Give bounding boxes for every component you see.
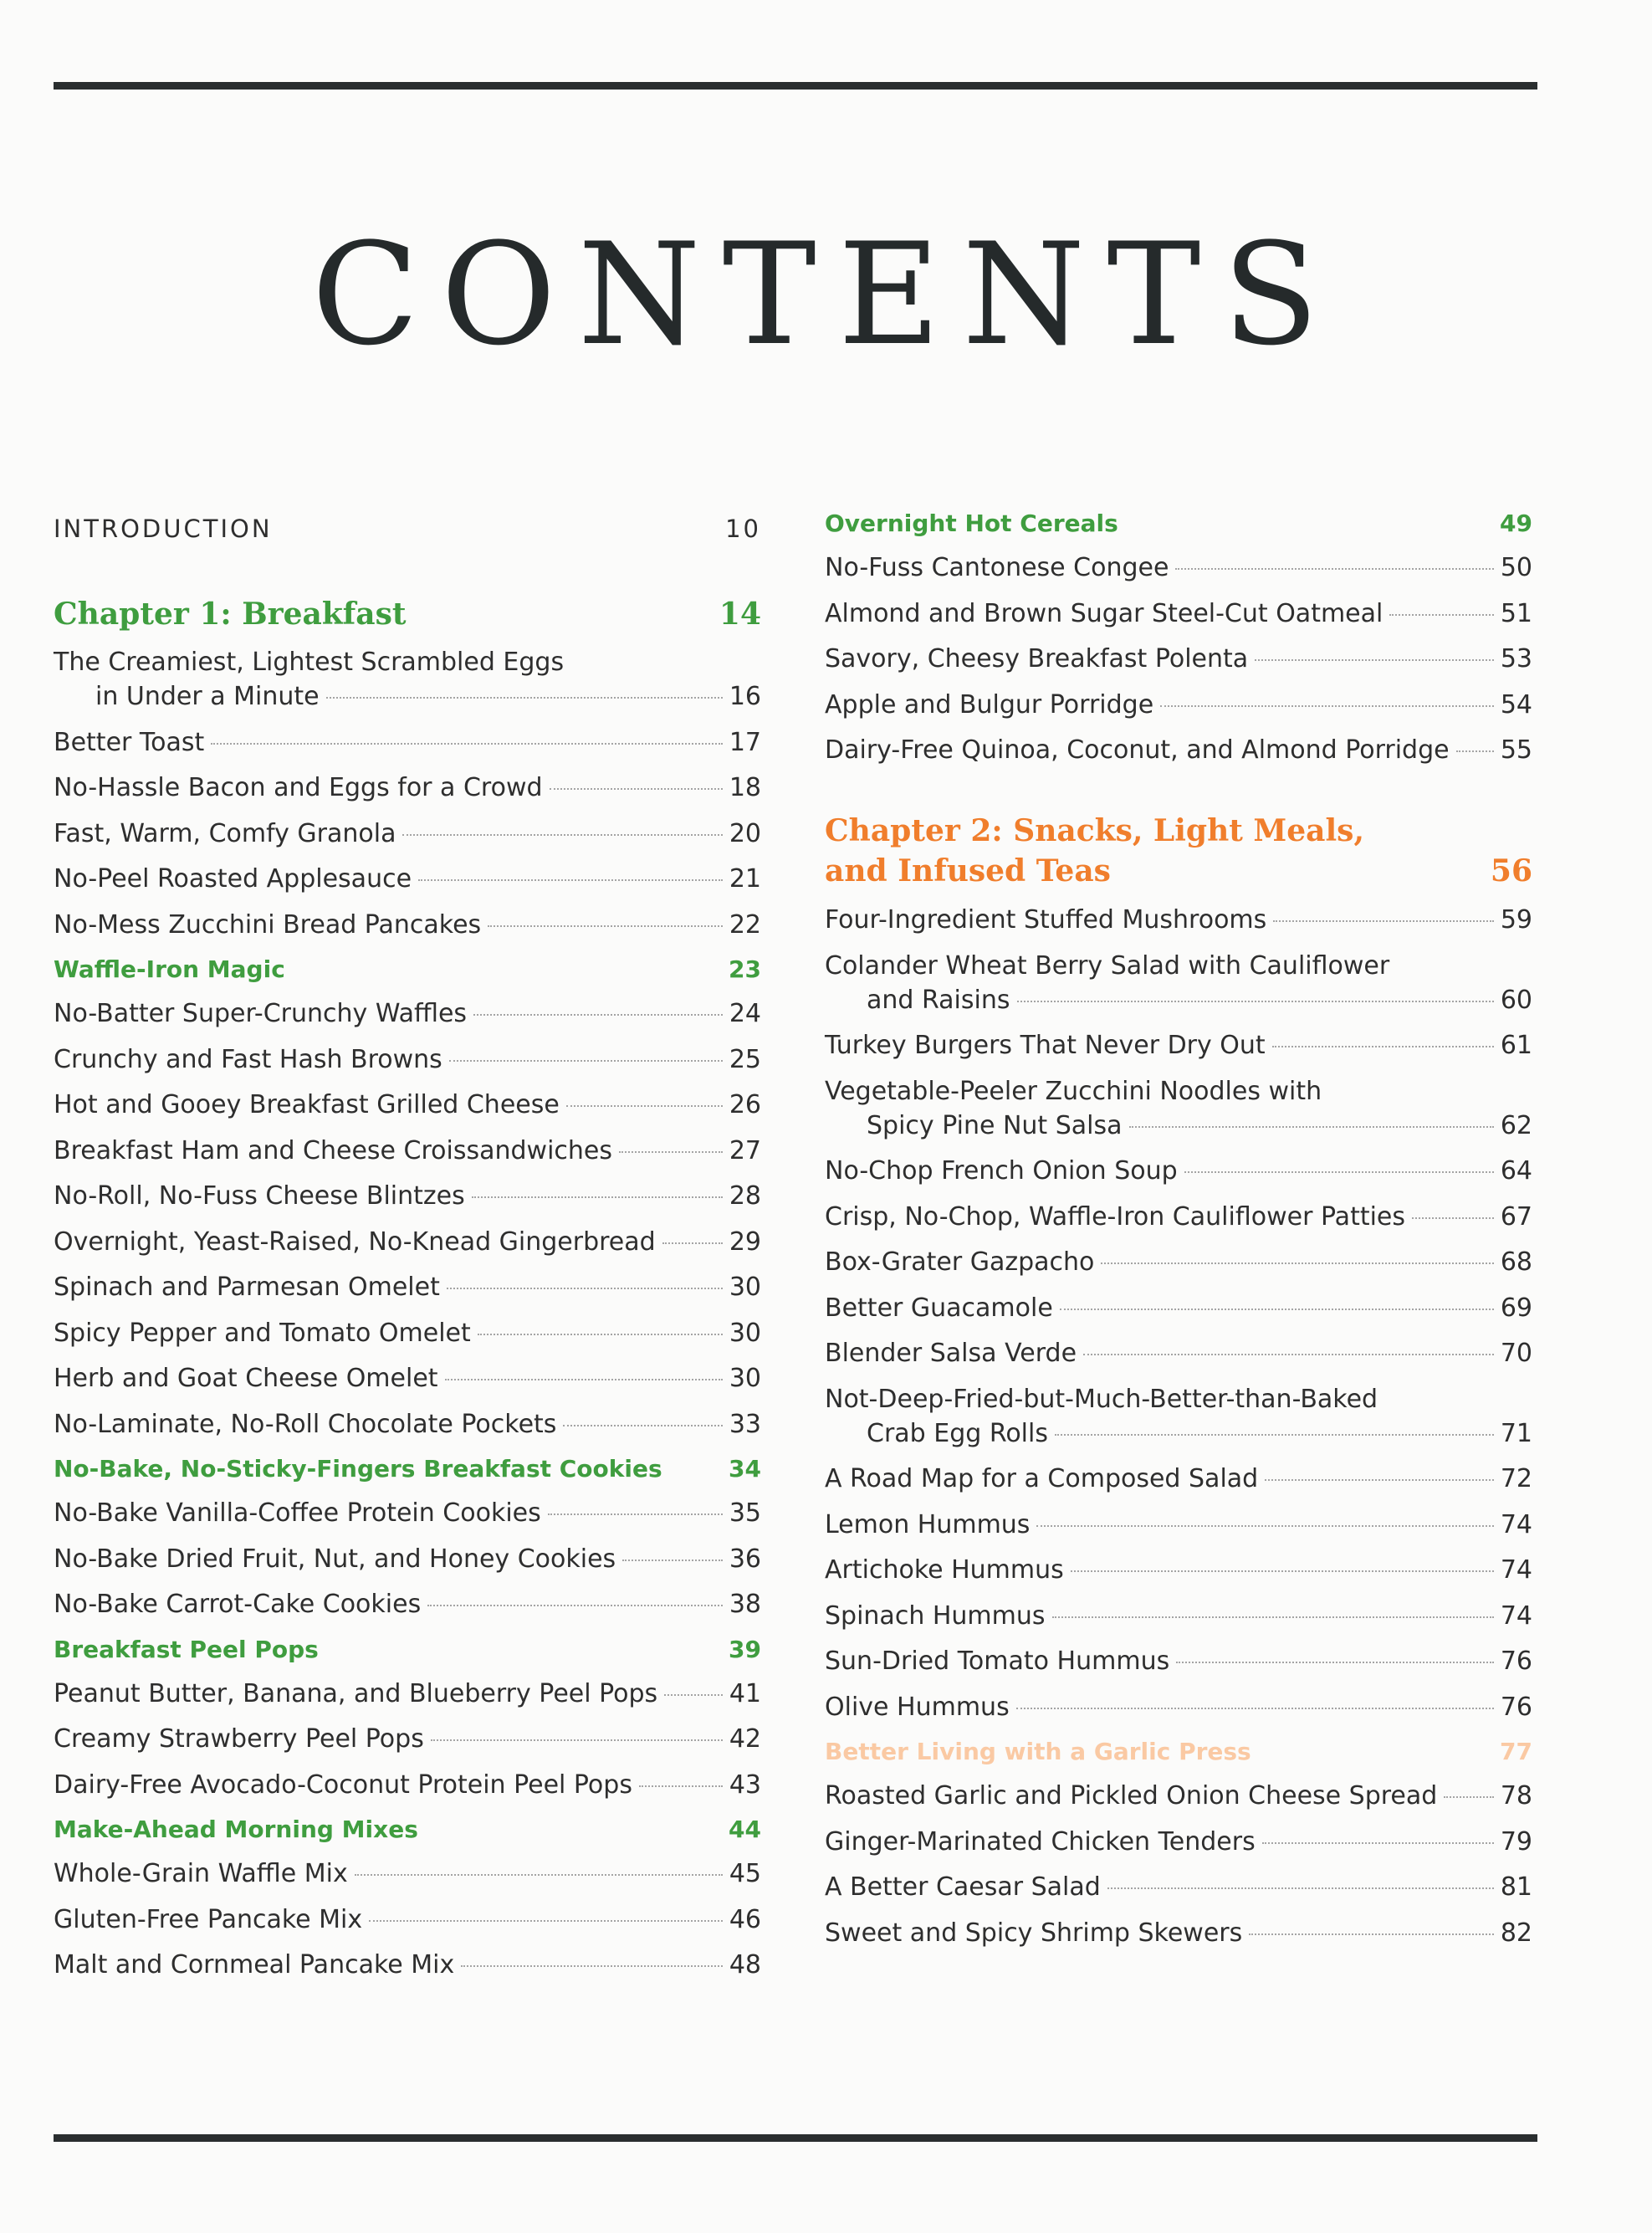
section-page: 77 — [1500, 1738, 1532, 1765]
entry-title: Blender Salsa Verde — [825, 1339, 1077, 1368]
dot-leader — [1083, 1354, 1494, 1355]
entry-page: 18 — [729, 773, 761, 802]
entry-page: 74 — [1500, 1509, 1532, 1539]
dot-leader — [1444, 1796, 1493, 1798]
entry-page: 48 — [729, 1950, 761, 1979]
entry-page: 43 — [729, 1769, 761, 1800]
chapter-2-label-line2: and Infused Teas — [825, 853, 1111, 889]
toc-right-column — [825, 507, 1532, 1961]
dot-leader — [1262, 1842, 1494, 1844]
entry-page: 81 — [1500, 1872, 1532, 1902]
entry-title: No-Bake Carrot-Cake Cookies — [54, 1590, 422, 1619]
dot-leader — [326, 697, 723, 699]
entry-title: No-Chop French Onion Soup — [825, 1156, 1178, 1186]
section-label: Waffle-Iron Magic — [54, 955, 285, 983]
entry-title: Better Toast — [54, 727, 205, 757]
entry-title: Box-Grater Gazpacho — [825, 1247, 1095, 1277]
toc-entry[interactable] — [825, 1599, 1532, 1633]
intro-label: INTRODUCTION — [54, 515, 273, 543]
entry-title: No-Bake Dried Fruit, Nut, and Honey Cookies — [54, 1544, 616, 1574]
entry-page: 45 — [729, 1859, 761, 1888]
dot-leader — [1160, 705, 1494, 707]
entry-title: Peanut Butter, Banana, and Blueberry Peel Pops — [54, 1678, 658, 1708]
entry-page: 36 — [729, 1544, 761, 1574]
dot-leader — [1456, 750, 1494, 752]
chapter-1-page: 14 — [719, 597, 761, 632]
toc-entry[interactable] — [825, 642, 1532, 676]
entry-page: 16 — [729, 682, 761, 711]
section-page: 44 — [729, 1816, 761, 1843]
entry-page: 69 — [1500, 1293, 1532, 1323]
entry-title: Whole-Grain Waffle Mix — [54, 1859, 348, 1888]
toc-entry[interactable] — [825, 1336, 1532, 1370]
toc-entry[interactable] — [54, 1496, 761, 1530]
toc-entry[interactable] — [825, 1154, 1532, 1188]
entry-title: Artichoke Hummus — [825, 1555, 1064, 1585]
dot-leader — [488, 925, 723, 927]
entry-page: 70 — [1500, 1339, 1532, 1368]
toc-entry[interactable] — [54, 996, 761, 1031]
entry-page: 74 — [1500, 1600, 1532, 1631]
toc-entry[interactable] — [825, 1291, 1532, 1325]
entry-page: 62 — [1500, 1110, 1532, 1140]
entry-page: 26 — [729, 1090, 761, 1119]
entry-title-line1: The Creamiest, Lightest Scrambled Eggs — [54, 648, 565, 677]
dot-leader — [461, 1965, 723, 1967]
dot-leader — [1101, 1262, 1493, 1264]
section-page: 34 — [729, 1455, 761, 1483]
entry-title: Four-Ingredient Stuffed Mushrooms — [825, 905, 1267, 935]
dot-leader — [445, 1379, 723, 1380]
toc-entry[interactable] — [54, 908, 761, 942]
section-label: Better Living with a Garlic Press — [825, 1738, 1251, 1765]
entry-page: 51 — [1500, 598, 1532, 628]
entry-title: Dairy-Free Quinoa, Coconut, and Almond Porridge — [825, 735, 1450, 765]
toc-entry[interactable] — [54, 1948, 761, 1982]
entry-title: No-Peel Roasted Applesauce — [54, 864, 412, 894]
toc-entry[interactable] — [825, 1825, 1532, 1859]
toc-entry[interactable] — [825, 1779, 1532, 1813]
entry-title: Dairy-Free Avocado-Coconut Protein Peel Pops — [54, 1769, 632, 1800]
dot-leader — [431, 1739, 723, 1741]
entry-title: Roasted Garlic and Pickled Onion Cheese Spread — [825, 1781, 1438, 1810]
dot-leader — [1412, 1217, 1494, 1219]
dot-leader — [418, 879, 723, 881]
dot-leader — [473, 1014, 723, 1016]
entry-title-line1: Colander Wheat Berry Salad with Cauliflower — [825, 950, 1390, 981]
dot-leader — [447, 1288, 723, 1289]
dot-leader — [1272, 1046, 1494, 1047]
entry-page: 30 — [729, 1273, 761, 1302]
section-label: No-Bake, No-Sticky-Fingers Breakfast Cookies — [54, 1455, 662, 1483]
dot-leader — [563, 1425, 722, 1426]
entry-title-line2: in Under a Minute — [95, 682, 320, 711]
dot-leader — [639, 1785, 723, 1787]
entry-title: Overnight, Yeast-Raised, No-Knead Gingerbread — [54, 1227, 656, 1257]
dot-leader — [1071, 1570, 1494, 1572]
section-breakfast-cookies[interactable] — [54, 1452, 761, 1486]
section-page: 39 — [729, 1635, 761, 1663]
entry-title: No-Roll, No-Fuss Cheese Blintzes — [54, 1181, 465, 1211]
toc-entry[interactable] — [54, 862, 761, 896]
dot-leader — [472, 1196, 723, 1198]
toc-left-column — [54, 512, 761, 1994]
entry-page: 60 — [1500, 985, 1532, 1015]
entry-page: 53 — [1500, 644, 1532, 673]
entry-title: Lemon Hummus — [825, 1509, 1031, 1539]
dot-leader — [478, 1334, 723, 1335]
entry-page: 82 — [1500, 1918, 1532, 1948]
entry-page: 27 — [729, 1135, 761, 1165]
entry-title: No-Batter Super-Crunchy Waffles — [54, 999, 468, 1028]
entry-page: 46 — [729, 1904, 761, 1934]
entry-title: Crunchy and Fast Hash Browns — [54, 1044, 442, 1074]
toc-entry[interactable] — [54, 1903, 761, 1937]
dot-leader — [1016, 1708, 1494, 1709]
section-label: Breakfast Peel Pops — [54, 1635, 319, 1663]
dot-leader — [402, 834, 722, 836]
toc-entry[interactable] — [825, 733, 1532, 767]
entry-page: 59 — [1500, 905, 1532, 935]
entry-page: 30 — [729, 1364, 761, 1393]
entry-title-line2: Crab Egg Rolls — [867, 1418, 1048, 1448]
dot-leader — [1052, 1616, 1494, 1618]
entry-page: 29 — [729, 1227, 761, 1257]
toc-entry[interactable] — [825, 1074, 1532, 1143]
entry-page: 33 — [729, 1409, 761, 1439]
toc-entry[interactable] — [54, 1134, 761, 1168]
entry-title: A Better Caesar Salad — [825, 1872, 1101, 1902]
section-breakfast-peel-pops[interactable] — [54, 1633, 761, 1667]
dot-leader — [1060, 1309, 1494, 1310]
entry-page: 76 — [1500, 1692, 1532, 1722]
toc-entry[interactable] — [54, 1768, 761, 1802]
entry-title: Hot and Gooey Breakfast Grilled Cheese — [54, 1090, 560, 1119]
entry-title-line2: and Raisins — [867, 985, 1010, 1015]
toc-entry[interactable] — [825, 551, 1532, 585]
section-overnight-hot-cereals[interactable] — [825, 507, 1532, 540]
dot-leader — [662, 1242, 723, 1244]
entry-page: 24 — [729, 999, 761, 1028]
toc-entry[interactable] — [54, 1042, 761, 1077]
toc-entry[interactable] — [825, 949, 1532, 1017]
chapter-1-heading[interactable] — [54, 595, 761, 633]
dot-leader — [1036, 1525, 1493, 1527]
dot-leader — [1273, 920, 1494, 922]
entry-title: Apple and Bulgur Porridge — [825, 689, 1154, 720]
entry-page: 61 — [1500, 1031, 1532, 1060]
entry-page: 38 — [729, 1590, 761, 1619]
section-make-ahead-mixes[interactable] — [54, 1813, 761, 1846]
entry-title: Fast, Warm, Comfy Granola — [54, 818, 396, 848]
toc-entry[interactable] — [825, 1644, 1532, 1678]
section-label: Overnight Hot Cereals — [825, 510, 1118, 537]
chapter-2-heading[interactable] — [825, 811, 1532, 891]
entry-page: 20 — [729, 818, 761, 848]
entry-title: Sweet and Spicy Shrimp Skewers — [825, 1918, 1243, 1948]
toc-entry[interactable] — [54, 645, 761, 714]
toc-entry[interactable] — [825, 1870, 1532, 1904]
toc-entry[interactable] — [54, 1088, 761, 1122]
entry-title: Herb and Goat Cheese Omelet — [54, 1364, 438, 1393]
dot-leader — [664, 1694, 723, 1696]
page-title: CONTENTS — [311, 213, 1341, 376]
dot-leader — [1265, 1479, 1494, 1481]
entry-page: 28 — [729, 1181, 761, 1211]
dot-leader — [1255, 659, 1494, 661]
toc-entry[interactable] — [54, 1407, 761, 1442]
entry-page: 42 — [729, 1724, 761, 1754]
dot-leader — [619, 1151, 723, 1153]
entry-title: Almond and Brown Sugar Steel-Cut Oatmeal — [825, 598, 1383, 628]
toc-entry[interactable] — [825, 1916, 1532, 1950]
toc-entry[interactable] — [54, 1587, 761, 1621]
entry-title: No-Fuss Cantonese Congee — [825, 553, 1169, 582]
toc-entry[interactable] — [825, 1553, 1532, 1587]
dot-leader — [1107, 1887, 1494, 1889]
entry-page: 68 — [1500, 1247, 1532, 1277]
toc-entry[interactable] — [825, 1508, 1532, 1542]
dot-leader — [1017, 1001, 1494, 1002]
entry-title: No-Laminate, No-Roll Chocolate Pockets — [54, 1409, 557, 1439]
entry-page: 35 — [729, 1498, 761, 1528]
entry-page: 17 — [729, 727, 761, 757]
toc-entry[interactable] — [825, 597, 1532, 631]
toc-entry[interactable] — [54, 817, 761, 851]
dot-leader — [369, 1920, 723, 1922]
entry-title: Savory, Cheesy Breakfast Polenta — [825, 644, 1249, 673]
section-label: Make-Ahead Morning Mixes — [54, 1816, 418, 1843]
toc-entry[interactable] — [54, 1270, 761, 1304]
entry-title: Malt and Cornmeal Pancake Mix — [54, 1950, 455, 1979]
entry-title: A Road Map for a Composed Salad — [825, 1464, 1259, 1493]
entry-title: Spicy Pepper and Tomato Omelet — [54, 1318, 471, 1348]
dot-leader — [566, 1105, 723, 1107]
toc-intro[interactable] — [54, 512, 761, 546]
entry-page: 41 — [729, 1678, 761, 1708]
chapter-2-label-line1: Chapter 2: Snacks, Light Meals, — [825, 813, 1364, 848]
entry-page: 55 — [1500, 735, 1532, 765]
dot-leader — [1184, 1171, 1494, 1173]
dot-leader — [1176, 1662, 1494, 1663]
toc-entry[interactable] — [54, 1722, 761, 1756]
dot-leader — [355, 1874, 723, 1876]
toc-entry[interactable] — [825, 1690, 1532, 1724]
toc-entry[interactable] — [825, 1245, 1532, 1279]
entry-title: Ginger-Marinated Chicken Tenders — [825, 1826, 1256, 1857]
toc-entry[interactable] — [54, 725, 761, 760]
entry-title: Creamy Strawberry Peel Pops — [54, 1724, 424, 1754]
entry-page: 30 — [729, 1318, 761, 1348]
toc-entry[interactable] — [825, 1382, 1532, 1451]
entry-title: Spinach Hummus — [825, 1600, 1046, 1631]
dot-leader — [1175, 568, 1493, 570]
entry-title: Turkey Burgers That Never Dry Out — [825, 1031, 1266, 1060]
dot-leader — [449, 1060, 723, 1062]
entry-page: 72 — [1500, 1464, 1532, 1493]
section-garlic-press[interactable] — [825, 1735, 1532, 1769]
toc-entry[interactable] — [54, 1677, 761, 1711]
entry-page: 21 — [729, 864, 761, 894]
entry-title: Gluten-Free Pancake Mix — [54, 1904, 363, 1934]
entry-page: 54 — [1500, 689, 1532, 720]
entry-page: 50 — [1500, 553, 1532, 582]
toc-entry[interactable] — [825, 688, 1532, 722]
entry-title: Crisp, No-Chop, Waffle-Iron Cauliflower Patties — [825, 1201, 1406, 1232]
dot-leader — [1129, 1126, 1494, 1128]
toc-entry[interactable] — [54, 1857, 761, 1891]
entry-title: Spinach and Parmesan Omelet — [54, 1273, 440, 1302]
bottom-rule — [54, 2134, 1537, 2142]
entry-title: Olive Hummus — [825, 1692, 1010, 1722]
entry-title-line1: Vegetable-Peeler Zucchini Noodles with — [825, 1076, 1322, 1106]
entry-page: 25 — [729, 1044, 761, 1074]
entry-page: 67 — [1500, 1201, 1532, 1232]
section-page: 23 — [729, 955, 761, 983]
dot-leader — [622, 1560, 723, 1561]
toc-entry[interactable] — [825, 1028, 1532, 1063]
entry-title: No-Hassle Bacon and Eggs for a Crowd — [54, 773, 543, 802]
section-page: 49 — [1500, 510, 1532, 537]
entry-title: Better Guacamole — [825, 1293, 1053, 1323]
toc-entry[interactable] — [825, 1462, 1532, 1496]
entry-title-line1: Not-Deep-Fried-but-Much-Better-than-Baked — [825, 1384, 1378, 1414]
chapter-2-page: 56 — [1490, 853, 1532, 889]
entry-title: No-Bake Vanilla-Coffee Protein Cookies — [54, 1498, 541, 1528]
dot-leader — [1389, 614, 1493, 616]
entry-page: 79 — [1500, 1826, 1532, 1857]
entry-title: No-Mess Zucchini Bread Pancakes — [54, 909, 482, 940]
dot-leader — [550, 788, 723, 790]
entry-page: 76 — [1500, 1647, 1532, 1676]
toc-entry[interactable] — [54, 1361, 761, 1396]
toc-entry[interactable] — [54, 1179, 761, 1213]
entry-page: 74 — [1500, 1555, 1532, 1585]
entry-title: Sun-Dried Tomato Hummus — [825, 1647, 1170, 1676]
dot-leader — [548, 1513, 723, 1515]
toc-entry[interactable] — [54, 1316, 761, 1350]
entry-title: Breakfast Ham and Cheese Croissandwiches — [54, 1135, 612, 1165]
toc-entry[interactable] — [825, 1200, 1532, 1234]
toc-entry[interactable] — [54, 1542, 761, 1576]
chapter-1-label: Chapter 1: Breakfast — [54, 597, 407, 632]
dot-leader — [1249, 1933, 1494, 1935]
top-rule — [54, 82, 1537, 90]
toc-entry[interactable] — [54, 771, 761, 805]
entry-page: 22 — [729, 909, 761, 940]
entry-page: 78 — [1500, 1781, 1532, 1810]
dot-leader — [1055, 1434, 1494, 1436]
entry-page: 71 — [1500, 1418, 1532, 1448]
section-waffle-iron-magic[interactable] — [54, 953, 761, 986]
dot-leader — [211, 743, 723, 745]
entry-page: 64 — [1500, 1156, 1532, 1186]
entry-title-line2: Spicy Pine Nut Salsa — [867, 1110, 1123, 1140]
toc-entry[interactable] — [825, 903, 1532, 937]
toc-entry[interactable] — [54, 1225, 761, 1259]
intro-page: 10 — [725, 515, 761, 543]
dot-leader — [427, 1605, 723, 1606]
